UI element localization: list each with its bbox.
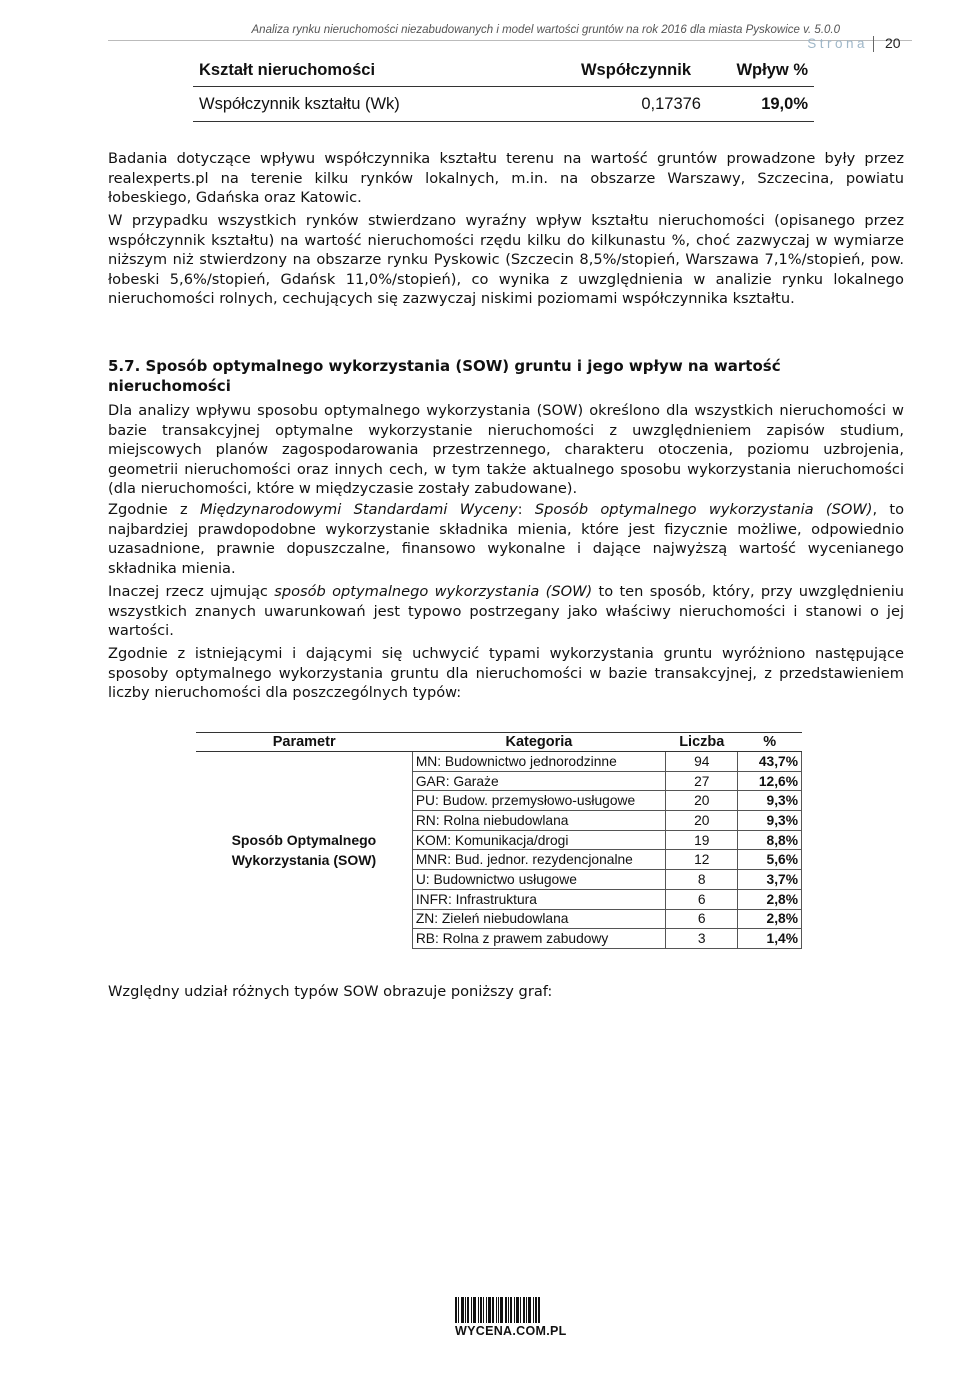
shape-coefficient-table: [193, 55, 814, 122]
category-cell: MN: Budownictwo jednorodzinne: [412, 752, 665, 772]
standards-name: Międzynarodowymi Standardami Wyceny: [199, 501, 518, 518]
percent-cell: 3,7%: [738, 870, 802, 890]
parameter-label-line1: Sposób Optymalnego: [231, 832, 377, 849]
table-header-row: [196, 733, 802, 752]
category-cell: KOM: Komunikacja/drogi: [412, 830, 665, 850]
definition-lead: Zgodnie z: [108, 501, 200, 518]
table-row: [193, 87, 814, 122]
header-cell-impact: Wpływ %: [707, 55, 814, 87]
header-cell-percent: %: [738, 733, 802, 752]
paragraph-sow-definition: [108, 500, 904, 578]
restatement-lead: Inaczej rzecz ujmując: [108, 583, 275, 600]
count-cell: 94: [666, 752, 738, 772]
percent-cell: 9,3%: [738, 791, 802, 811]
header-cell-parameter: Parametr: [196, 733, 412, 752]
header-divider: [108, 40, 912, 41]
definition-colon: :: [517, 501, 535, 518]
percent-cell: 1,4%: [738, 929, 802, 949]
sow-categories-table: [196, 732, 802, 949]
paragraph-graph-intro: Względny udział różnych typów SOW obrazuje poniższy graf:: [108, 983, 553, 1000]
category-cell: INFR: Infrastruktura: [412, 889, 665, 909]
sow-term-restated: sposób optymalnego wykorzystania (SOW): [274, 583, 593, 600]
header-cell-count: Liczba: [666, 733, 738, 752]
category-cell: GAR: Garaże: [412, 771, 665, 791]
section-heading-5-7: 5.7. Sposób optymalnego wykorzystania (SOW) gruntu i jego wpływ na wartość nieruchomości: [108, 357, 781, 395]
count-cell: 12: [666, 850, 738, 870]
percent-cell: 43,7%: [738, 752, 802, 772]
category-cell: ZN: Zieleń niebudowlana: [412, 909, 665, 929]
percent-cell: 12,6%: [738, 771, 802, 791]
percent-cell: 2,8%: [738, 909, 802, 929]
count-cell: 20: [666, 791, 738, 811]
category-cell: RB: Rolna z prawem zabudowy: [412, 929, 665, 949]
category-cell: U: Budownictwo usługowe: [412, 870, 665, 890]
count-cell: 8: [666, 870, 738, 890]
header-cell-property-shape: Kształt nieruchomości: [193, 55, 565, 87]
paragraph-sow-restatement: [108, 582, 904, 641]
count-cell: 20: [666, 811, 738, 831]
parameter-cell: [196, 752, 412, 949]
parameter-label-line2: Wykorzystania (SOW): [231, 852, 377, 869]
table-header-row: [193, 55, 814, 87]
page-label: Strona: [807, 36, 868, 51]
definition-body: , to najbardziej prawdopodobne wykorzystanie składnika mienia, które jest fizycznie możliwe, odpowiednio uzasadnione, prawnie dopuszczalne, finansowo wykonalne i dające najwyższą wartość wycenianego składnika mienia.: [108, 501, 905, 577]
paragraph-sow-analysis: Dla analizy wpływu sposobu optymalnego wykorzystania (SOW) określono dla wszystkich nieruchomości w bazie transakcyjnej optymalne wykorzystanie nieruchomości z uwzględnieniem zapisów studium, miejscowych planów zagospodarowania przestrzennego, charakteru otoczenia, poziomu uzbrojenia, geometrii nieruchomości oraz innych cech, w tym także aktualnego sposobu wykorzystania nieruchomości (dla nieruchomości, które w międzyczasie zostały zabudowane).: [108, 402, 904, 498]
logo-text: WYCENA.COM.PL: [455, 1324, 567, 1338]
category-cell: PU: Budow. przemysłowo-usługowe: [412, 791, 665, 811]
header-cell-coefficient: Współczynnik: [565, 55, 707, 87]
cell-coefficient-value: 0,17376: [565, 87, 707, 122]
category-cell: MNR: Bud. jednor. rezydencjonalne: [412, 850, 665, 870]
cell-impact-value: 19,0%: [707, 87, 814, 122]
percent-cell: 5,6%: [738, 850, 802, 870]
percent-cell: 9,3%: [738, 811, 802, 831]
category-cell: RN: Rolna niebudowlana: [412, 811, 665, 831]
paragraph-sow-types-intro: Zgodnie z istniejącymi i dającymi się uchwycić typami wykorzystania gruntu wyróżniono następujące sposoby optymalnego wykorzystania gruntu dla nieruchomości w bazie transakcyjnej, z przedstawieniem liczby nieruchomości dla poszczególnych typów:: [108, 645, 904, 702]
table-row: [196, 752, 802, 772]
count-cell: 27: [666, 771, 738, 791]
footer-logo[interactable]: [455, 1297, 567, 1338]
count-cell: 6: [666, 889, 738, 909]
document-header-title: Analiza rynku nieruchomości niezabudowanych i model wartości gruntów na rok 2016 dla miasta Pyskowice v. 5.0.0: [251, 24, 840, 36]
header-cell-category: Kategoria: [412, 733, 665, 752]
paragraph-market-findings: W przypadku wszystkich rynków stwierdzano wyraźny wpływ kształtu nieruchomości (opisanego przez współczynnik kształtu) na wartość nieruchomości rzędu kilku do kilkunastu %, choć zazwyczaj w wymiarze niższym niż stwierdzony na obszarze rynku Pyskowic (Szczecin 8,5%/stopień, Warszawa 7,1%/stopień, pow. łobeski 5,6%/stopień, Gdańsk 11,0%/stopień), co wynika z uwzględnienia w analizie rynku lokalnego nieruchomości rolnych, cechujących się zazwyczaj niskimi poziomami współczynnika kształtu.: [108, 212, 904, 308]
sow-term: Sposób optymalnego wykorzystania (SOW): [534, 501, 873, 518]
count-cell: 6: [666, 909, 738, 929]
barcode-icon: [455, 1297, 553, 1323]
paragraph-research-intro: Badania dotyczące wpływu współczynnika kształtu terenu na wartość gruntów prowadzone były przez realexperts.pl na terenie kilku rynków lokalnych, m.in. na obszarze Warszawy, Szczecina, powiatu łobeskiego, Gdańska oraz Katowic.: [108, 150, 904, 207]
page-number: 20: [885, 35, 901, 51]
cell-coefficient-name: Współczynnik kształtu (Wk): [193, 87, 565, 122]
page-number-separator: [873, 36, 874, 52]
percent-cell: 8,8%: [738, 830, 802, 850]
percent-cell: 2,8%: [738, 889, 802, 909]
restatement-body: to ten sposób, który, przy uwzględnieniu wszystkich znanych uwarunkowań jest typowo postrzegany jako właściwy nieruchomości i stanowi o jej wartości.: [108, 583, 904, 640]
count-cell: 19: [666, 830, 738, 850]
count-cell: 3: [666, 929, 738, 949]
